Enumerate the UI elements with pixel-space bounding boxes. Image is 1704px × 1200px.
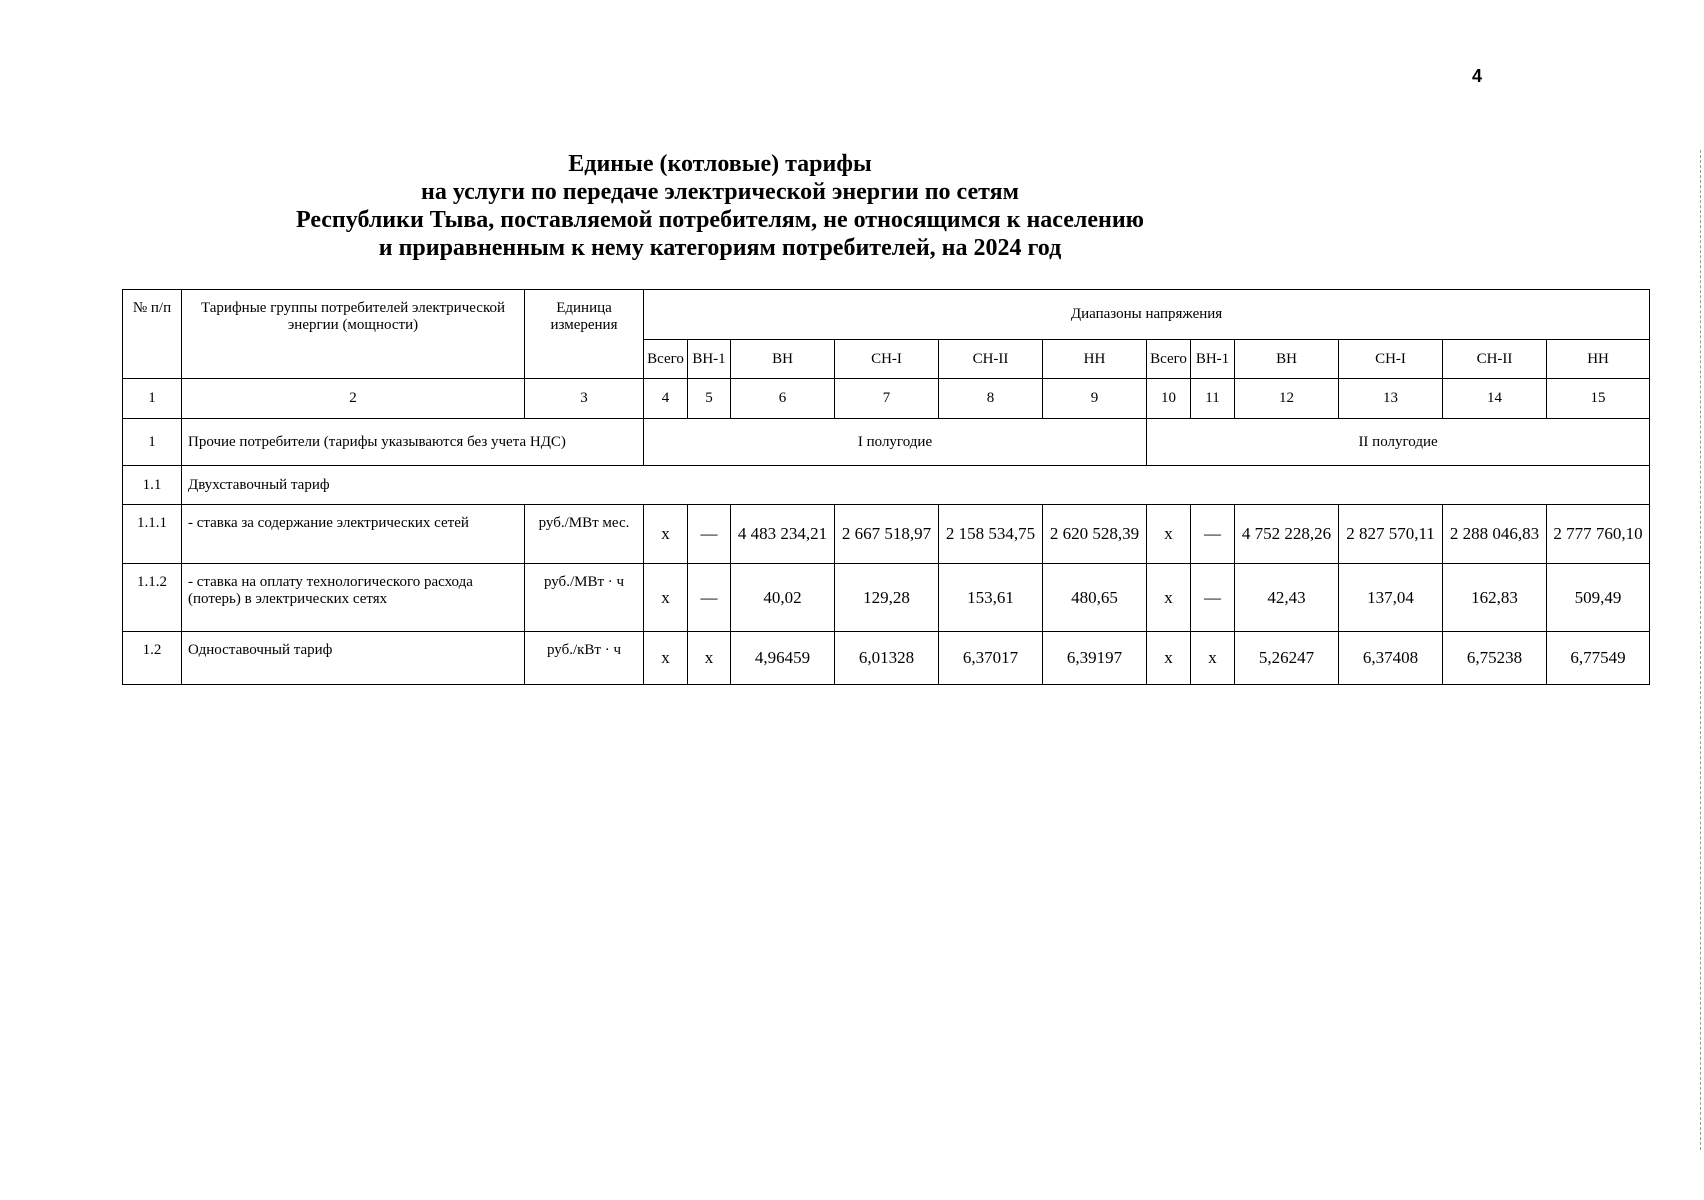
table-row [123,564,1650,632]
column-number-cell: 9 [1043,379,1147,419]
header-sub-cell: НН [1547,340,1650,379]
row-unit: руб./МВт · ч [525,564,644,632]
row-label: Прочие потребители (тарифы указываются без учета НДС) [182,419,644,466]
column-number-cell: 7 [835,379,939,419]
tariff-table [122,289,1650,685]
header-sub-cell: Всего [1147,340,1191,379]
header-sub-cell: ВН [731,340,835,379]
header-sub-cell: СН-I [835,340,939,379]
value-cell: 153,61 [939,564,1043,632]
value-cell: 2 777 760,10 [1547,505,1650,564]
column-numbers-row [123,379,1650,419]
header-sub-cell: СН-II [1443,340,1547,379]
value-cell: х [688,632,731,685]
value-cell: 480,65 [1043,564,1147,632]
column-number-cell: 15 [1547,379,1650,419]
value-cell: 6,77549 [1547,632,1650,685]
scan-edge-divider [1700,150,1703,1150]
value-cell: 4 752 228,26 [1235,505,1339,564]
value-cell: — [688,505,731,564]
column-number-cell: 8 [939,379,1043,419]
header-num: № п/п [123,290,182,379]
header-voltage-ranges: Диапазоны напряжения [644,290,1650,340]
page-number: 4 [1472,66,1483,86]
row-label: - ставка на оплату технологического расхода (потерь) в электрических сетях [182,564,525,632]
second-half-year-label: II полугодие [1147,419,1650,466]
value-cell: 2 158 534,75 [939,505,1043,564]
header-sub-cell: НН [1043,340,1147,379]
value-cell: 40,02 [731,564,835,632]
value-cell: 6,75238 [1443,632,1547,685]
column-number-cell: 2 [182,379,525,419]
value-cell: 162,83 [1443,564,1547,632]
value-cell: — [1191,564,1235,632]
value-cell: 4,96459 [731,632,835,685]
value-cell: 42,43 [1235,564,1339,632]
row-num: 1.1.2 [123,564,182,632]
value-cell: х [1147,505,1191,564]
title-line-4: и приравненным к нему категориям потребителей, на 2024 год [378,235,1062,261]
title-line-2: на услуги по передаче электрической энергии по сетям [421,179,1019,205]
header-sub-cell: СН-II [939,340,1043,379]
header-sub-cell: СН-I [1339,340,1443,379]
header-sub-cell: ВН-1 [688,340,731,379]
value-cell: 6,37408 [1339,632,1443,685]
value-cell: 6,39197 [1043,632,1147,685]
value-cell: — [1191,505,1235,564]
column-number-cell: 13 [1339,379,1443,419]
value-cell: 2 827 570,11 [1339,505,1443,564]
header-sub-cell: ВН [1235,340,1339,379]
column-number-cell: 12 [1235,379,1339,419]
column-number-cell: 4 [644,379,688,419]
title-line-3: Республики Тыва, поставляемой потребителям, не относящимся к населению [295,207,1144,233]
value-cell: х [1191,632,1235,685]
column-number-cell: 1 [123,379,182,419]
document-title [0,150,1440,262]
table-row [123,466,1650,505]
value-cell: 5,26247 [1235,632,1339,685]
column-number-cell: 10 [1147,379,1191,419]
value-cell: — [688,564,731,632]
header-sub-cell: ВН-1 [1191,340,1235,379]
table-row [123,632,1650,685]
column-number-cell: 3 [525,379,644,419]
column-number-cell: 5 [688,379,731,419]
value-cell: 129,28 [835,564,939,632]
row-num: 1.1 [123,466,182,505]
table-row [123,505,1650,564]
value-cell: х [1147,564,1191,632]
value-cell: 137,04 [1339,564,1443,632]
row-unit: руб./МВт мес. [525,505,644,564]
value-cell: х [644,632,688,685]
value-cell: 2 288 046,83 [1443,505,1547,564]
header-group: Тарифные группы потребителей электрической энергии (мощности) [182,290,525,379]
table-row [123,419,1650,466]
column-number-cell: 14 [1443,379,1547,419]
value-cell: 6,01328 [835,632,939,685]
value-cell: 509,49 [1547,564,1650,632]
value-cell: х [644,505,688,564]
header-unit: Единица измерения [525,290,644,379]
value-cell: 2 667 518,97 [835,505,939,564]
title-line-1: Единые (котловые) тарифы [568,151,872,177]
row-label: Двухставочный тариф [182,466,1650,505]
header-sub-cell: Всего [644,340,688,379]
value-cell: х [644,564,688,632]
row-num: 1 [123,419,182,466]
value-cell: 6,37017 [939,632,1043,685]
value-cell: 4 483 234,21 [731,505,835,564]
value-cell: х [1147,632,1191,685]
column-number-cell: 11 [1191,379,1235,419]
column-number-cell: 6 [731,379,835,419]
row-label: Одноставочный тариф [182,632,525,685]
value-cell: 2 620 528,39 [1043,505,1147,564]
row-unit: руб./кВт · ч [525,632,644,685]
first-half-year-label: I полугодие [644,419,1147,466]
row-num: 1.1.1 [123,505,182,564]
header-row [123,290,1650,340]
row-num: 1.2 [123,632,182,685]
row-label: - ставка за содержание электрических сетей [182,505,525,564]
